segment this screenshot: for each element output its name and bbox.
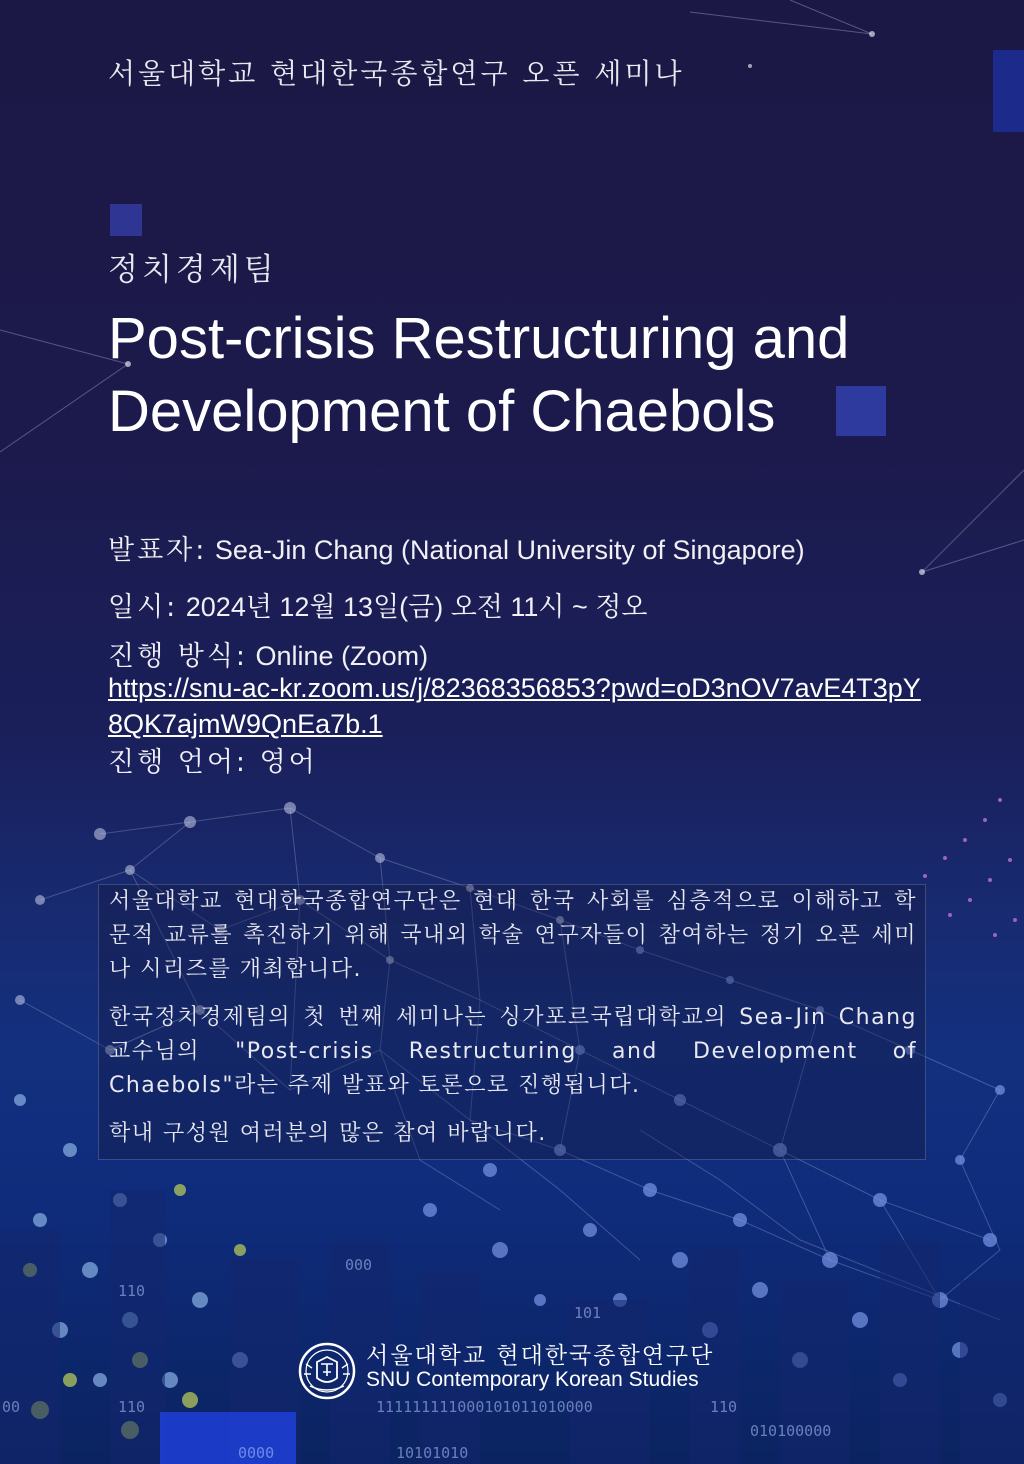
zoom-link[interactable]: https://snu-ac-kr.zoom.us/j/82368356853?pwd=oD3nOV7avE4T3pY8QK7ajmW9QnEa7b.1 [108,673,921,739]
title-line-2: Development of Chaebols [108,379,776,444]
team-marker-square [110,204,142,236]
org-name-english: SNU Contemporary Korean Studies [366,1368,699,1391]
title-line-1: Post-crisis Restructuring and [108,306,850,371]
binary-decor: 0000 [238,1444,275,1462]
presenter-info [108,528,805,567]
description-paragraph-1: 서울대학교 현대한국종합연구단은 현대 한국 사회를 심층적으로 이해하고 학문적 교류를 촉진하기 위해 국내외 학술 연구자들이 참여하는 정기 오픈 세미나 시리즈를 개최합니다. [109,889,917,982]
description-box [98,884,926,1160]
binary-decor: 000 [345,1256,373,1274]
team-name: 정치경제팀 [108,252,278,288]
format-label: 진행 방식: [108,641,249,672]
binary-decor: 010100000 [750,1422,832,1440]
format-value: Online (Zoom) [248,641,429,671]
language-info [108,740,318,779]
binary-decor: 101 [574,1304,602,1322]
description-paragraph-2: 한국정치경제팀의 첫 번째 세미나는 싱가포르국립대학교의 Sea-Jin Chang 교수님의 "Post-crisis Restructuring and Development of Chaebols"라는 주제 발표와 토론으로 진행됩니다. [109,1005,917,1098]
format-info [108,634,428,673]
datetime-label: 일시: [108,592,179,623]
datetime-info [108,585,647,624]
binary-decor: 110 [710,1398,738,1416]
datetime-value: 2024년 12월 13일(금) 오전 11시 ~ 정오 [178,592,648,622]
org-name-korean: 서울대학교 현대한국종합연구단 [366,1343,715,1369]
language-label: 진행 언어: [108,747,249,778]
title-marker-square [836,386,886,436]
binary-decor: 110 [118,1398,146,1416]
presenter-value: Sea-Jin Chang (National University of Singapore) [207,535,805,565]
presenter-label: 발표자: [108,535,208,566]
binary-decor: 10101010 [396,1444,469,1462]
snu-emblem-icon [298,1342,356,1400]
seminar-header: 서울대학교 현대한국종합연구 오픈 세미나 [108,57,685,90]
binary-decor: 110 [118,1282,146,1300]
description-paragraph-3: 학내 구성원 여러분의 많은 참여 바랍니다. [109,1121,547,1146]
language-value: 영어 [248,747,318,778]
binary-decor: 00 [2,1398,21,1416]
binary-decor: 111111111000101011010000 [376,1398,593,1416]
